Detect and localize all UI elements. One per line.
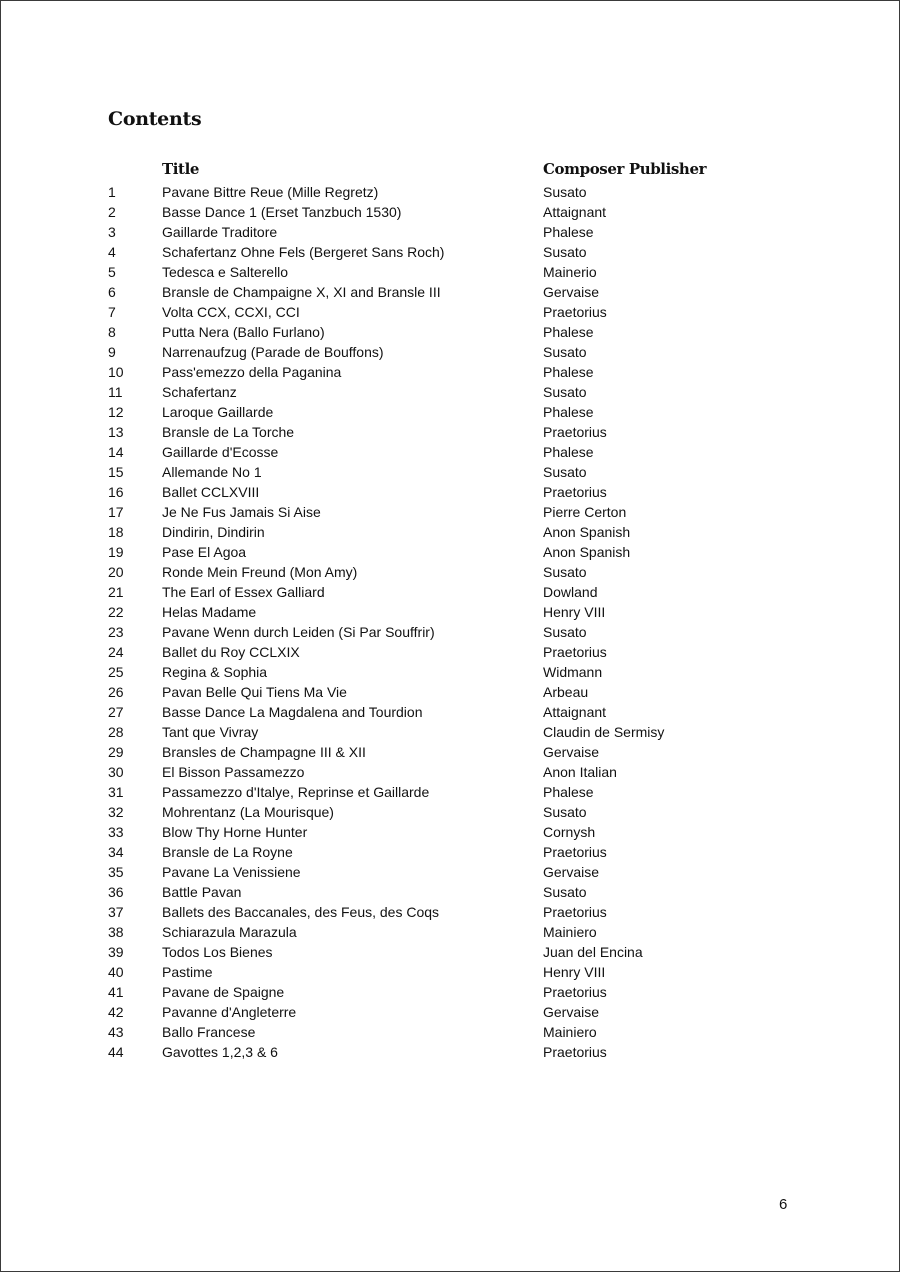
entry-number: 13 (108, 424, 124, 440)
column-header-title: Title (162, 160, 200, 178)
list-item (0, 1022, 900, 1042)
entry-number: 43 (108, 1024, 124, 1040)
entry-number: 16 (108, 484, 124, 500)
entry-title: Ballet du Roy CCLXIX (162, 644, 300, 660)
entry-composer: Susato (543, 464, 587, 480)
entry-number: 4 (108, 244, 116, 260)
list-item (0, 342, 900, 362)
entry-title: Regina & Sophia (162, 664, 268, 680)
entry-number: 34 (108, 844, 124, 860)
entry-title: El Bisson Passamezzo (162, 764, 305, 780)
entry-title: Blow Thy Horne Hunter (162, 824, 308, 840)
list-item (0, 762, 900, 782)
entry-number: 9 (108, 344, 116, 360)
entry-title: Schafertanz Ohne Fels (Bergeret Sans Roch) (162, 244, 445, 260)
list-item (0, 242, 900, 262)
entry-title: Pavane de Spaigne (162, 984, 285, 1000)
contents-list (0, 182, 900, 1062)
entry-title: Gaillarde Traditore (162, 224, 278, 240)
entry-number: 1 (108, 184, 116, 200)
entry-number: 20 (108, 564, 124, 580)
entry-title: Je Ne Fus Jamais Si Aise (162, 504, 321, 520)
entry-number: 3 (108, 224, 116, 240)
entry-number: 35 (108, 864, 124, 880)
list-item (0, 882, 900, 902)
list-item (0, 222, 900, 242)
entry-composer: Mainiero (543, 924, 597, 940)
entry-number: 28 (108, 724, 124, 740)
entry-composer: Praetorius (543, 484, 607, 500)
list-item (0, 842, 900, 862)
entry-title: Bransle de La Torche (162, 424, 295, 440)
list-item (0, 302, 900, 322)
entry-title: Allemande No 1 (162, 464, 262, 480)
entry-number: 6 (108, 284, 116, 300)
entry-composer: Cornysh (543, 824, 596, 840)
entry-number: 8 (108, 324, 116, 340)
entry-title: Laroque Gaillarde (162, 404, 274, 420)
list-item (0, 582, 900, 602)
entry-title: Bransle de La Royne (162, 844, 293, 860)
entry-title: Narrenaufzug (Parade de Bouffons) (162, 344, 384, 360)
list-item (0, 1002, 900, 1022)
entry-title: Basse Dance La Magdalena and Tourdion (162, 704, 423, 720)
entry-composer: Juan del Encina (543, 944, 643, 960)
entry-title: Tedesca e Salterello (162, 264, 289, 280)
list-item (0, 442, 900, 462)
entry-composer: Attaignant (543, 204, 607, 220)
entry-title: Todos Los Bienes (162, 944, 273, 960)
entry-composer: Susato (543, 384, 587, 400)
entry-composer: Praetorius (543, 844, 607, 860)
entry-title: Basse Dance 1 (Erset Tanzbuch 1530) (162, 204, 402, 220)
entry-title: The Earl of Essex Galliard (162, 584, 325, 600)
list-item (0, 802, 900, 822)
entry-composer: Praetorius (543, 644, 607, 660)
list-item (0, 322, 900, 342)
list-item (0, 622, 900, 642)
entry-title: Ronde Mein Freund (Mon Amy) (162, 564, 358, 580)
entry-title: Gavottes 1,2,3 & 6 (162, 1044, 278, 1060)
entry-composer: Susato (543, 564, 587, 580)
entry-title: Ballets des Baccanales, des Feus, des Coqs (162, 904, 440, 920)
entry-title: Battle Pavan (162, 884, 242, 900)
entry-composer: Praetorius (543, 1044, 607, 1060)
entry-composer: Henry VIII (543, 604, 606, 620)
list-item (0, 362, 900, 382)
list-item (0, 662, 900, 682)
entry-number: 5 (108, 264, 116, 280)
entry-number: 17 (108, 504, 124, 520)
entry-title: Pavane La Venissiene (162, 864, 301, 880)
entry-number: 18 (108, 524, 124, 540)
list-item (0, 942, 900, 962)
entry-composer: Mainiero (543, 1024, 597, 1040)
list-item (0, 202, 900, 222)
list-item (0, 702, 900, 722)
entry-number: 10 (108, 364, 124, 380)
entry-title: Ballet CCLXVIII (162, 484, 260, 500)
entry-number: 11 (108, 384, 123, 400)
list-item (0, 182, 900, 202)
entry-number: 15 (108, 464, 124, 480)
list-item (0, 542, 900, 562)
list-item (0, 742, 900, 762)
entry-number: 14 (108, 444, 124, 460)
list-item (0, 422, 900, 442)
entry-title: Pastime (162, 964, 213, 980)
list-item (0, 1042, 900, 1062)
entry-composer: Mainerio (543, 264, 597, 280)
entry-number: 2 (108, 204, 116, 220)
list-item (0, 982, 900, 1002)
entry-title: Pass'emezzo della Paganina (162, 364, 342, 380)
entry-title: Dindirin, Dindirin (162, 524, 265, 540)
entry-number: 36 (108, 884, 124, 900)
entry-number: 39 (108, 944, 124, 960)
entry-title: Volta CCX, CCXI, CCI (162, 304, 300, 320)
entry-composer: Pierre Certon (543, 504, 627, 520)
entry-number: 33 (108, 824, 124, 840)
entry-number: 7 (108, 304, 116, 320)
entry-composer: Praetorius (543, 904, 607, 920)
entry-composer: Phalese (543, 224, 594, 240)
column-header-composer: Composer Publisher (543, 160, 707, 178)
entry-number: 31 (108, 784, 124, 800)
entry-number: 38 (108, 924, 124, 940)
entry-composer: Anon Spanish (543, 524, 631, 540)
entry-composer: Gervaise (543, 284, 600, 300)
entry-composer: Praetorius (543, 304, 607, 320)
list-item (0, 922, 900, 942)
entry-title: Ballo Francese (162, 1024, 256, 1040)
list-item (0, 722, 900, 742)
entry-composer: Phalese (543, 404, 594, 420)
list-item (0, 402, 900, 422)
list-item (0, 482, 900, 502)
entry-number: 22 (108, 604, 124, 620)
list-item (0, 682, 900, 702)
page-title: Contents (108, 108, 202, 130)
entry-title: Pase El Agoa (162, 544, 247, 560)
entry-composer: Claudin de Sermisy (543, 724, 665, 740)
entry-title: Pavane Bittre Reue (Mille Regretz) (162, 184, 379, 200)
entry-composer: Susato (543, 884, 587, 900)
entry-composer: Phalese (543, 364, 594, 380)
entry-title: Helas Madame (162, 604, 257, 620)
entry-number: 44 (108, 1044, 124, 1060)
list-item (0, 902, 900, 922)
entry-title: Tant que Vivray (162, 724, 259, 740)
entry-number: 24 (108, 644, 124, 660)
entry-number: 19 (108, 544, 124, 560)
entry-number: 21 (108, 584, 124, 600)
list-item (0, 962, 900, 982)
entry-composer: Arbeau (543, 684, 589, 700)
list-item (0, 782, 900, 802)
entry-title: Bransle de Champaigne X, XI and Bransle III (162, 284, 441, 300)
entry-composer: Phalese (543, 444, 594, 460)
entry-composer: Susato (543, 624, 587, 640)
entry-number: 40 (108, 964, 124, 980)
entry-title: Putta Nera (Ballo Furlano) (162, 324, 325, 340)
entry-title: Pavan Belle Qui Tiens Ma Vie (162, 684, 347, 700)
entry-composer: Gervaise (543, 744, 600, 760)
list-item (0, 262, 900, 282)
entry-title: Pavane Wenn durch Leiden (Si Par Souffrir) (162, 624, 435, 640)
entry-number: 26 (108, 684, 124, 700)
entry-title: Mohrentanz (La Mourisque) (162, 804, 334, 820)
entry-number: 25 (108, 664, 124, 680)
entry-composer: Susato (543, 244, 587, 260)
entry-title: Bransles de Champagne III & XII (162, 744, 366, 760)
entry-composer: Phalese (543, 324, 594, 340)
entry-title: Pavanne d'Angleterre (162, 1004, 297, 1020)
entry-composer: Henry VIII (543, 964, 606, 980)
entry-number: 37 (108, 904, 124, 920)
list-item (0, 562, 900, 582)
page-number: 6 (779, 1196, 788, 1213)
list-item (0, 462, 900, 482)
entry-title: Schafertanz (162, 384, 237, 400)
entry-composer: Anon Italian (543, 764, 617, 780)
entry-number: 27 (108, 704, 124, 720)
entry-composer: Susato (543, 344, 587, 360)
entry-composer: Susato (543, 804, 587, 820)
entry-composer: Praetorius (543, 984, 607, 1000)
list-item (0, 642, 900, 662)
list-item (0, 282, 900, 302)
entry-composer: Gervaise (543, 864, 600, 880)
entry-composer: Dowland (543, 584, 598, 600)
list-item (0, 862, 900, 882)
entry-number: 12 (108, 404, 124, 420)
entry-number: 30 (108, 764, 124, 780)
entry-composer: Phalese (543, 784, 594, 800)
entry-number: 41 (108, 984, 124, 1000)
entry-composer: Anon Spanish (543, 544, 631, 560)
entry-composer: Widmann (543, 664, 603, 680)
list-item (0, 602, 900, 622)
entry-title: Gaillarde d'Ecosse (162, 444, 279, 460)
entry-number: 29 (108, 744, 124, 760)
entry-title: Passamezzo d'Italye, Reprinse et Gaillarde (162, 784, 430, 800)
entry-composer: Gervaise (543, 1004, 600, 1020)
entry-number: 32 (108, 804, 124, 820)
list-item (0, 822, 900, 842)
entry-composer: Praetorius (543, 424, 607, 440)
entry-composer: Attaignant (543, 704, 607, 720)
entry-title: Schiarazula Marazula (162, 924, 297, 940)
list-item (0, 502, 900, 522)
list-item (0, 382, 900, 402)
entry-composer: Susato (543, 184, 587, 200)
list-item (0, 522, 900, 542)
entry-number: 23 (108, 624, 124, 640)
entry-number: 42 (108, 1004, 124, 1020)
